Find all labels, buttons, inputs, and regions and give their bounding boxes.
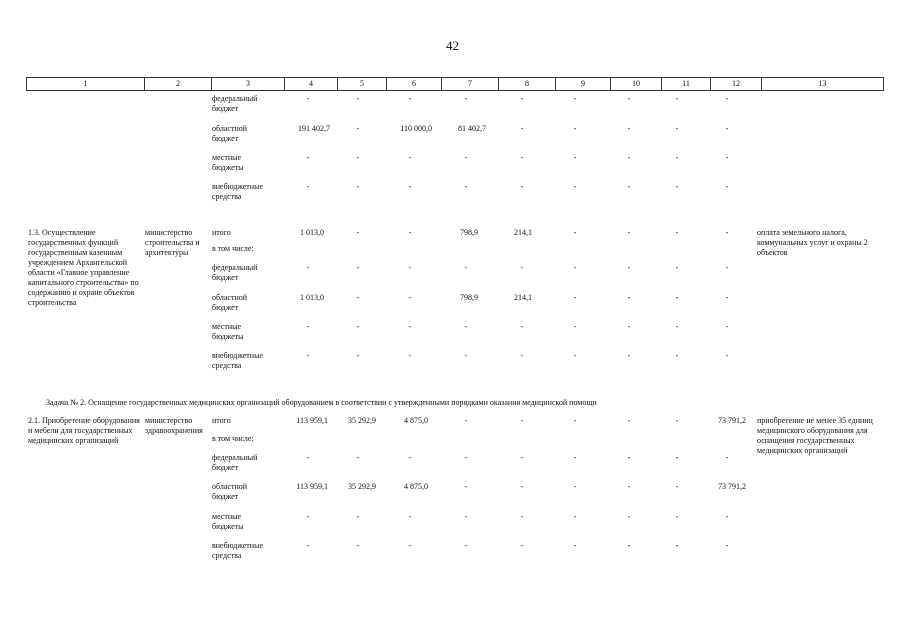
cell-value: 191 402,7 [298,124,330,133]
cell-value: - [408,228,412,237]
cell-dash: - [573,482,577,491]
cell-dash: - [520,482,524,491]
cell-dash: - [725,512,729,521]
cell-value: 73 791,2 [718,416,746,425]
cell-dash: - [464,453,468,462]
cell-dash: - [725,182,729,191]
cell-value: - [356,124,360,133]
cell-dash: - [725,351,729,360]
cell-value: 214,1 [514,293,532,302]
cell-dash: - [675,541,679,550]
cell-dash: - [627,228,631,237]
header-col-5: 5 [338,78,387,91]
cell-dash: - [520,263,524,272]
cell-value: 113 959,1 [296,416,328,425]
row-label-regional: областной бюджет [212,124,248,143]
cell-dash: - [573,512,577,521]
cell-dash: - [356,322,360,331]
cell-dash: - [675,293,679,302]
cell-dash: - [627,351,631,360]
row-label-including: в том числе: [212,434,254,443]
row-label-federal: федеральный бюджет [212,94,258,113]
page-number: 42 [446,38,459,53]
header-col-10: 10 [611,78,662,91]
cell-dash: - [520,322,524,331]
cell-dash: - [675,182,679,191]
cell-dash: - [573,124,577,133]
cell-dash: - [408,153,412,162]
cell-dash: - [573,228,577,237]
cell-dash: - [627,94,631,103]
header-col-13: 13 [762,78,884,91]
row-label-total: итого [212,416,231,425]
cell-dash: - [627,541,631,550]
cell-dash: - [306,541,310,550]
cell-dash: - [356,453,360,462]
cell-dash: - [725,293,729,302]
cell-dash: - [306,351,310,360]
row-label-regional: областной бюджет [212,482,248,501]
cell-dash: - [356,153,360,162]
cell-dash: - [408,182,412,191]
cell-dash: - [356,263,360,272]
cell-dash: - [464,416,468,425]
result-2-1: приобретение не менее 35 единиц медицинского оборудования для оснащения государственных медицинских организаций [757,416,873,455]
cell-dash: - [520,453,524,462]
cell-value: 35 292,9 [348,416,376,425]
cell-dash: - [627,182,631,191]
cell-value: 4 875,0 [404,482,428,491]
row-label-regional: областной бюджет [212,293,248,312]
cell-dash: - [408,322,412,331]
cell-dash: - [627,416,631,425]
cell-dash: - [627,322,631,331]
row-label-extrabudget: внебюджетные средства [212,541,263,560]
executor-1-3: министерство строительства и архитектуры [145,228,200,257]
cell-value: 4 875,0 [404,416,428,425]
cell-dash: - [627,263,631,272]
cell-dash: - [520,512,524,521]
cell-value: 113 959,1 [296,482,328,491]
cell-dash: - [306,263,310,272]
cell-dash: - [408,512,412,521]
cell-value: - [356,293,360,302]
cell-dash: - [675,153,679,162]
cell-dash: - [573,263,577,272]
task-2-heading: Задача № 2. Оснащение государственных медицинских организаций оборудованием в соответствии с утвержденными порядками оказания медицинской помощи [46,398,597,407]
cell-dash: - [520,182,524,191]
cell-dash: - [408,94,412,103]
cell-dash: - [573,322,577,331]
header-col-2: 2 [145,78,212,91]
cell-dash: - [725,322,729,331]
cell-dash: - [675,512,679,521]
header-col-7: 7 [442,78,499,91]
cell-dash: - [627,124,631,133]
cell-dash: - [573,293,577,302]
cell-value: 798,9 [460,293,478,302]
cell-dash: - [356,512,360,521]
cell-dash: - [408,263,412,272]
cell-dash: - [675,482,679,491]
cell-dash: - [627,153,631,162]
cell-dash: - [725,263,729,272]
cell-value: 1 013,0 [300,228,324,237]
cell-dash: - [408,351,412,360]
cell-value: 73 791,2 [718,482,746,491]
row-label-local: местные бюджеты [212,153,244,172]
row-label-extrabudget: внебюджетные средства [212,351,263,370]
cell-dash: - [464,512,468,521]
cell-dash: - [408,453,412,462]
cell-dash: - [464,263,468,272]
cell-value: 798,9 [460,228,478,237]
cell-dash: - [573,182,577,191]
cell-dash: - [464,94,468,103]
cell-dash: - [520,94,524,103]
row-label-total: итого [212,228,231,237]
cell-value: 35 292,9 [348,482,376,491]
cell-dash: - [725,228,729,237]
column-header-row [26,77,884,91]
header-col-3: 3 [212,78,285,91]
header-col-1: 1 [27,78,145,91]
row-label-local: местные бюджеты [212,322,244,341]
cell-dash: - [306,182,310,191]
executor-2-1: министерство здравоохранения [145,416,203,435]
cell-dash: - [520,416,524,425]
cell-dash: - [464,182,468,191]
cell-dash: - [520,124,524,133]
cell-dash: - [573,94,577,103]
header-col-11: 11 [662,78,711,91]
cell-dash: - [573,416,577,425]
cell-dash: - [306,153,310,162]
cell-dash: - [464,153,468,162]
cell-dash: - [306,453,310,462]
cell-dash: - [573,453,577,462]
cell-dash: - [725,453,729,462]
cell-dash: - [627,512,631,521]
activity-name-1-3: 1.3. Осуществление государственных функций государственным казенным учреждением Архангельской области «Главное управление капитального строительства» по содержанию и охране объектов строительства [28,228,139,307]
cell-dash: - [627,293,631,302]
row-label-federal: федеральный бюджет [212,453,258,472]
header-col-6: 6 [387,78,442,91]
cell-dash: - [675,228,679,237]
cell-dash: - [464,482,468,491]
row-label-extrabudget: внебюджетные средства [212,182,263,201]
row-label-local: местные бюджеты [212,512,244,531]
row-label-federal: федеральный бюджет [212,263,258,282]
cell-dash: - [725,124,729,133]
activity-name-2-1: 2.1. Приобретение оборудования и мебели для государственных медицинских организаций [28,416,140,445]
cell-dash: - [573,541,577,550]
cell-dash: - [306,512,310,521]
cell-dash: - [520,351,524,360]
row-label-including: в том числе: [212,244,254,253]
cell-dash: - [675,124,679,133]
cell-dash: - [725,94,729,103]
cell-dash: - [464,351,468,360]
cell-dash: - [725,541,729,550]
header-col-8: 8 [499,78,556,91]
cell-dash: - [520,541,524,550]
header-col-12: 12 [711,78,762,91]
cell-dash: - [675,453,679,462]
cell-value: - [408,293,412,302]
cell-dash: - [356,541,360,550]
cell-dash: - [306,322,310,331]
cell-value: 81 402,7 [458,124,486,133]
cell-dash: - [464,322,468,331]
cell-dash: - [408,541,412,550]
cell-dash: - [306,94,310,103]
cell-dash: - [627,482,631,491]
cell-dash: - [573,351,577,360]
cell-dash: - [675,322,679,331]
cell-dash: - [520,153,524,162]
cell-dash: - [356,94,360,103]
cell-dash: - [356,351,360,360]
header-col-4: 4 [285,78,338,91]
cell-dash: - [725,153,729,162]
cell-dash: - [627,453,631,462]
cell-value: - [356,228,360,237]
cell-dash: - [573,153,577,162]
cell-dash: - [675,94,679,103]
cell-dash: - [356,182,360,191]
cell-value: 110 000,0 [400,124,432,133]
result-1-3: оплата земельного налога, коммунальных услуг и охраны 2 объектов [757,228,868,257]
header-col-9: 9 [556,78,611,91]
cell-dash: - [675,263,679,272]
cell-value: 214,1 [514,228,532,237]
cell-dash: - [675,351,679,360]
cell-dash: - [464,541,468,550]
cell-dash: - [675,416,679,425]
cell-value: 1 013,0 [300,293,324,302]
